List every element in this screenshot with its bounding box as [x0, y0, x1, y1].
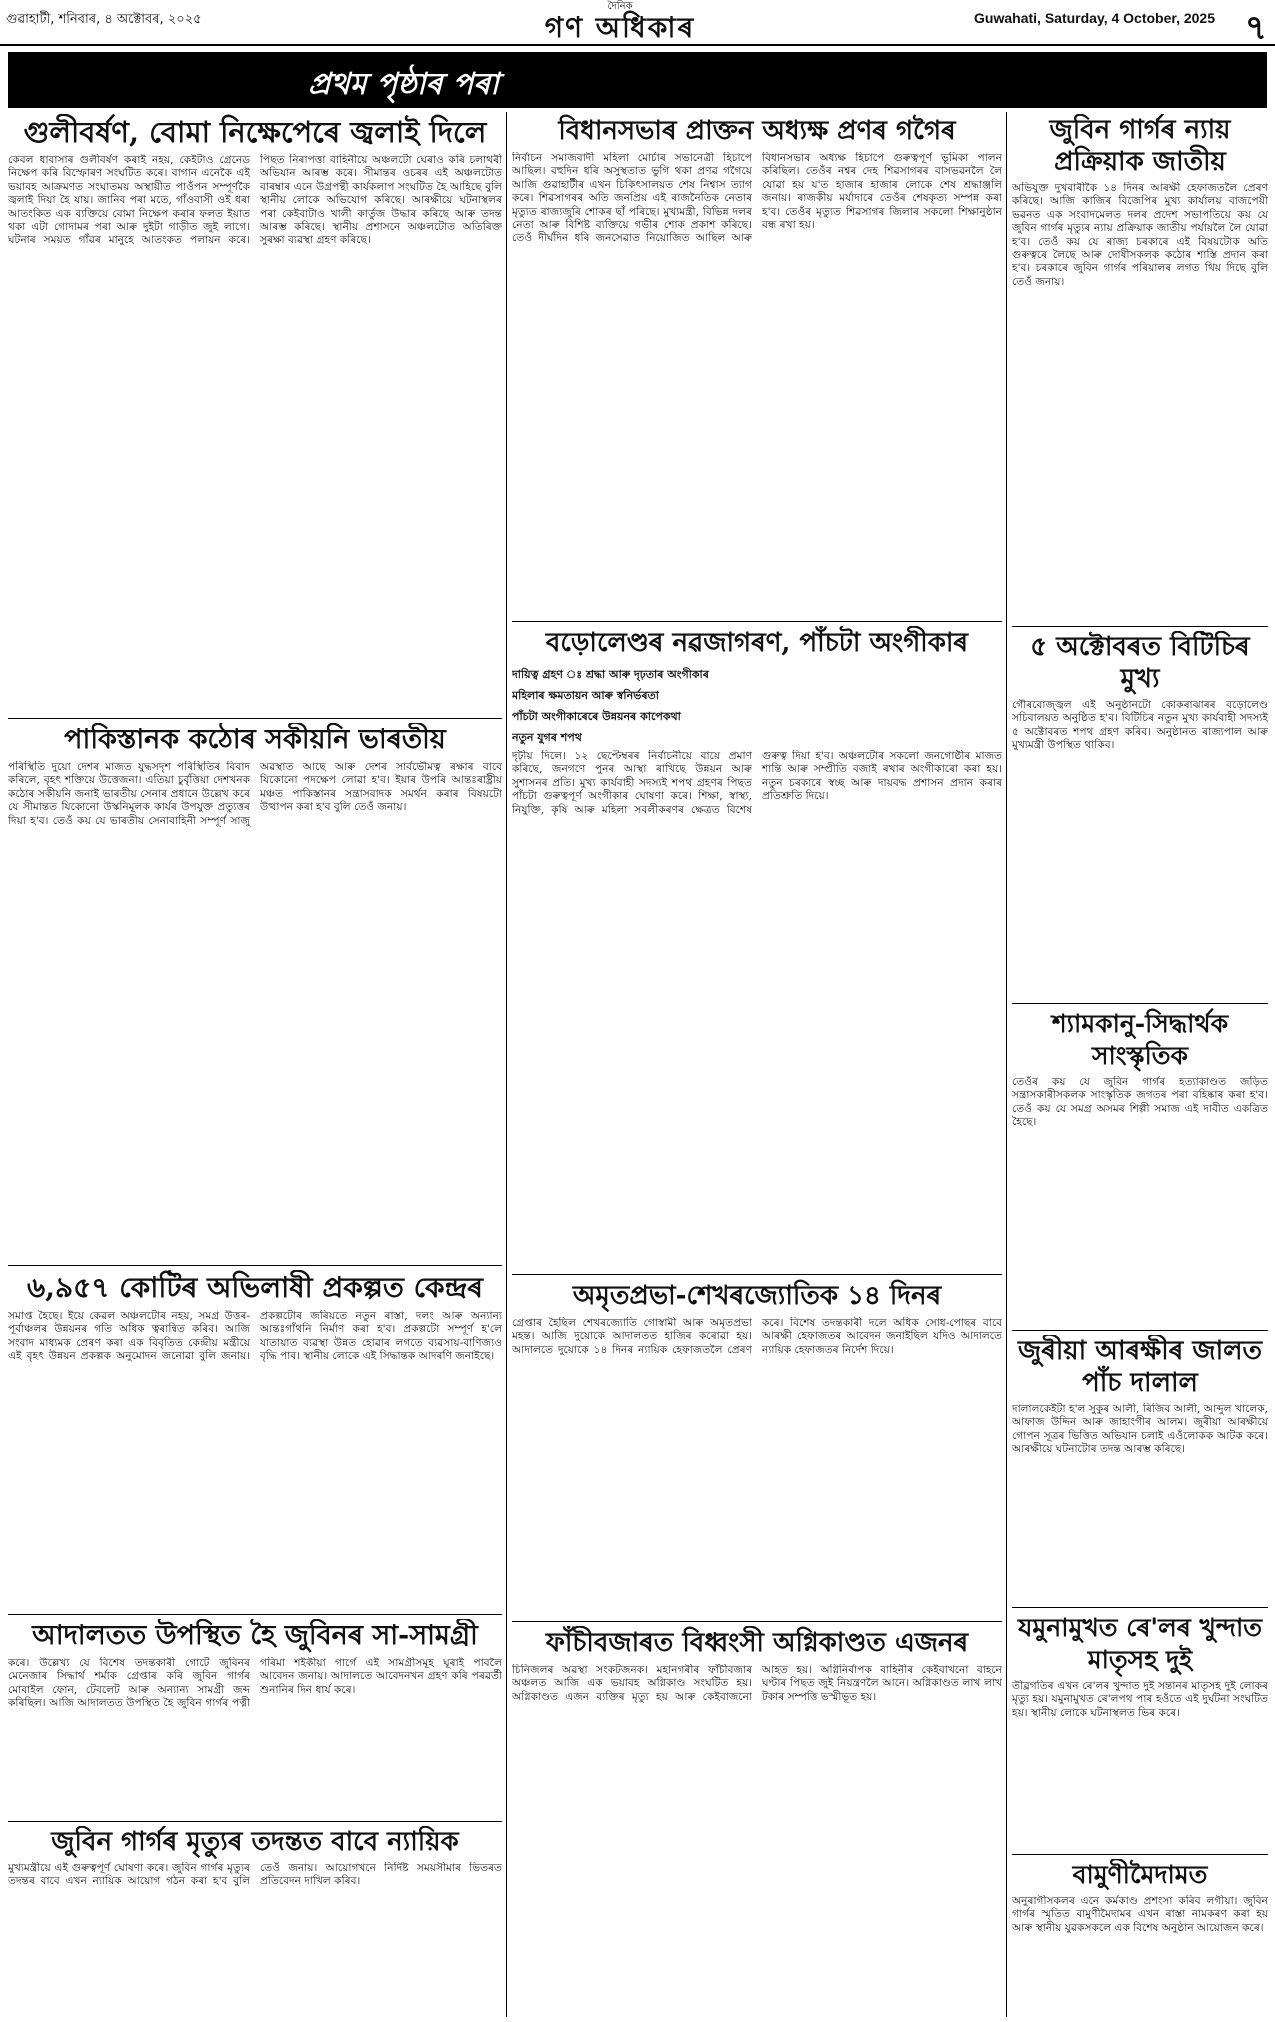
subheading-bodoland-2: মহিলাৰ ক্ষমতায়ন আৰু স্বনিৰ্ভৰতা — [512, 689, 659, 702]
article-body-train: তীৱ্ৰগতিৰ এখন ৰে'লৰ খুন্দাত দুই সন্তানৰ মাতৃসহ দুই লোকৰ মৃত্যু হয়। যমুনামুখত ৰে'লপথ পাৰ হওঁতে এই দুৰ্ঘটনা সংঘটিত হয়। স্থানীয় লোকে ঘটনাস্থলত ভিৰ কৰে। — [1012, 1680, 1268, 1719]
masthead-date-assamese: গুৱাহাটী, শনিবাৰ, ৪ অক্টোবৰ, ২০২৫ — [6, 12, 202, 27]
subheading-bodoland-3: পাঁচটা অংগীকাৰেৰে উন্নয়নৰ কাপেকথা — [512, 710, 681, 723]
masthead — [0, 0, 1275, 46]
section-banner-text: প্ৰথম পৃষ্ঠাৰ পৰা — [308, 67, 499, 102]
column-middle — [512, 114, 1002, 2014]
headline-btc: ৫ অক্টোবৰত বিটিচিৰ মুখ্য — [1030, 632, 1250, 694]
column-divider — [1006, 112, 1007, 2017]
article-body-fire: চিনিজলৰ অৱস্থা সংকটজনক। মহানগৰীৰ ফাঁচীবজাৰ অঞ্চলত আজি এক ভয়াবহ অগ্নিকাণ্ড সংঘটিত হয়। অগ্নিকাণ্ডত এজন ব্যক্তিৰ মৃত্যু হয় আৰু কেইবাজনো আহত হয়। অগ্নিনিৰ্বাপক বাহিনীৰ কেইবাখনো বাহনে ঘণ্টাৰ পিছত জুই নিয়ন্ত্ৰণলৈ আনে। অগ্নিকাণ্ডত লাখ লাখ টকাৰ সম্পত্তি ভস্মীভূত হয়। — [512, 1664, 1002, 1703]
divider — [1012, 1607, 1268, 1608]
article-body-police: দালালকেইটা হ'ল সুকুৰ আলী, ৰিজিব আলী, আব্দুল খালেক, আফাজ উদ্দিন আৰু জাহাংগীৰ আলম। জুৰীয়া আৰক্ষীয়ে গোপন সূত্ৰৰ ভিত্তিত অভিযান চলাই এওঁলোকক আটক কৰে। আৰক্ষীয়ে ঘটনাটোৰ তদন্ত আৰম্ভ কৰিছে। — [1012, 1403, 1268, 1456]
headline-speaker: বিধানসভাৰ প্ৰাক্তন অধ্যক্ষ প্ৰণৰ গগৈৰ — [558, 116, 956, 146]
headline-judicial: জুবিন গাৰ্গৰ মৃত্যুৰ তদন্তত বাবে ন্যায়িক — [51, 1827, 459, 1857]
divider — [1012, 626, 1268, 627]
divider — [1012, 1854, 1268, 1855]
headline-bodoland: বড়োলেণ্ডৰ নৱজাগৰণ, পাঁচটা অংগীকাৰ — [545, 628, 969, 658]
column-divider — [506, 112, 507, 2017]
article-body-btc: গৌৰবোজ্জ্বল এই অনুষ্ঠানটো কোকৰাঝাৰৰ বড়োলেণ্ড সচিবালয়ত অনুষ্ঠিত হ'ব। বিটিচিৰ নতুন মুখ্য কাৰ্যবাহী সদস্যই ৫ অক্টোবৰত শপথ গ্ৰহণ কৰিব। অনুষ্ঠানত ৰাজ্যপাল আৰু মুখ্যমন্ত্ৰী উপস্থিত থাকিব। — [1012, 699, 1268, 752]
subheading-bodoland-1: দায়িত্ব গ্ৰহণ ঃ শ্ৰদ্ধা আৰু দৃঢ়তাৰ অংগীকাৰ — [512, 668, 709, 681]
headline-custody: অমৃতপ্ৰভা-শেখৰজ্যোতিক ১৪ দিনৰ — [572, 1281, 942, 1311]
masthead-date-english: Guwahati, Saturday, 4 October, 2025 — [974, 10, 1215, 26]
article-body-project: সমাপ্ত হৈছে। ইয়ে কেৱল অঞ্চলটোৰ নহয়, সমগ্ৰ উত্তৰ-পূৰ্বাঞ্চলৰ উন্নয়নৰ গতি অধিক ত্বৰান্বিত কৰিব। আজি সংবাদ মাধ্যমক প্ৰেৰণ কৰা এক বিবৃতিত কেন্দ্ৰীয় মন্ত্ৰীয়ে এই বৃহৎ উন্নয়ন প্ৰকল্পক অনুমোদন জনোৱা বুলি জনায়। প্ৰকল্পটোৰ জৰিয়তে নতুন ৰাস্তা, দলং আৰু অন্যান্য আন্তঃগাঁথনি নিৰ্মাণ কৰা হ'ব। প্ৰকল্পটো সম্পূৰ্ণ হ'লে যাতায়াত ব্যৱস্থা উন্নত হোৱাৰ লগতে ব্যৱসায়-বাণিজ্যও বৃদ্ধি পাব। স্থানীয় লোকে এই সিদ্ধান্তক আদৰণি জনাইছে। — [8, 1310, 502, 1363]
divider — [8, 718, 502, 719]
headline-pakistan: পাকিস্তানক কঠোৰ সকীয়নি ভাৰতীয় — [64, 724, 446, 755]
logo-title: গণ অধিকাৰ — [544, 11, 696, 44]
headline-firing: গুলীবৰ্ষণ, বোমা নিক্ষেপেৰে জ্বলাই দিলে — [23, 115, 487, 149]
divider — [512, 1621, 1002, 1622]
article-body-pakistan: পৰিস্থিতি দুয়ো দেশৰ মাজত যুদ্ধসদৃশ পৰিস্থিতিৰ বিবাদ কৰিলে, বৃহৎ শক্তিয়ে উত্তেজনা। এতিয়া চুৰ্বৃত্তিয়া দেশখনক কঠোৰ সকীয়নি জনাই ভাৰতীয় সেনাৰ প্ৰধানে উল্লেখ কৰে যে সীমান্তত যিকোনো উস্কনিমূলক কাৰ্যৰ উপযুক্ত প্ৰত্যুত্তৰ দিয়া হ'ব। তেওঁ কয় যে ভাৰতীয় সেনাবাহিনী সম্পূৰ্ণ সাজু অৱস্থাত আছে আৰু দেশৰ সাৰ্বভৌমত্ব ৰক্ষাৰ বাবে যিকোনো পদক্ষেপ লোৱা হ'ব। ইয়াৰ উপৰি আন্তঃৰাষ্ট্ৰীয় মঞ্চত পাকিস্তানৰ সন্ত্ৰাসবাদক সমৰ্থন কৰাৰ বিষয়টো উত্থাপন কৰা হ'ব বুলি তেওঁ জনায়। — [8, 761, 502, 827]
headline-jurия-police: জুৰীয়া আৰক্ষীৰ জালত পাঁচ দালাল — [1017, 1336, 1263, 1398]
newspaper-logo — [470, 2, 770, 44]
article-body-bamunimaidam: অনুৰাগীসকলৰ এনে কৰ্মকাণ্ড প্ৰশংসা কৰিব লগীয়া। জুবিন গাৰ্গৰ স্মৃতিত বামুণীমৈদামৰ এখন ৰাস্তা নামকৰণ কৰা হয় আৰু স্থানীয় যুৱকসকলে এক বিশেষ অনুষ্ঠান আয়োজন কৰে। — [1012, 1895, 1268, 1934]
divider — [1012, 1330, 1268, 1331]
column-right — [1012, 114, 1268, 2014]
headline-court: আদালতত উপস্থিত হৈ জুবিনৰ সা-সামগ্ৰী — [32, 1620, 478, 1651]
divider — [512, 621, 1002, 622]
article-body-custody: গ্ৰেপ্তাৰ হৈছিল শেখৰজ্যোতি গোস্বামী আৰু অমৃতপ্ৰভা মহন্ত। আজি দুয়োকে আদালতত হাজিৰ কৰোৱা হয়। আদালতে দুয়োকে ১৪ দিনৰ ন্যায়িক হেফাজতলৈ প্ৰেৰণ কৰে। বিশেষ তদন্তকাৰী দলে অধিক সোধ-পোছৰ বাবে আৰক্ষী হেফাজতৰ আবেদন জনাইছিল যদিও আদালতে ন্যায়িক হেফাজতৰ নিৰ্দেশ দিয়ে। — [512, 1317, 1002, 1356]
article-body-justice: অভিযুক্ত দুখবাৰীকৈ ১৪ দিনৰ আৰক্ষী হেফাজতলৈ প্ৰেৰণ কৰিছে। আজি কাজিৰ বিজেপিৰ মুখ্য কাৰ্যালয় বাজপেয়ী ভৱনত এক সংবাদমেলত দলৰ প্ৰদেশ সভাপতিয়ে কয় যে জুবিন গাৰ্গৰ মৃত্যুৰ ন্যায় প্ৰক্ৰিয়াক জাতীয় পৰ্যায়লৈ লৈ যোৱা হ'ব। তেওঁ কয় যে ৰাজ্য চৰকাৰে এই বিষয়টোক অতি গুৰুত্বৰে লৈছে আৰু দোষীসকলক কঠোৰ শাস্তি প্ৰদান কৰা হ'ব। চৰকাৰে জুবিন গাৰ্গৰ পৰিয়ালৰ লগত থিয় দিছে বুলি তেওঁ জনায়। — [1012, 182, 1268, 288]
article-body-speaker: নিৰ্বাচন সমাজবাদী মহিলা মোৰ্চাৰ সভানেত্ৰী হিচাপে আছিল। বহুদিন ধৰি অসুস্থতাত ভুগি থকা প্ৰণৱ গগৈয়ে আজি গুৱাহাটীৰ এখন চিকিৎসালয়ত শেষ নিশ্বাস ত্যাগ কৰে। শিৱসাগৰৰ অতি জনপ্ৰিয় এই ৰাজনৈতিক নেতাৰ মৃত্যুত ৰাজ্যজুৰি শোকৰ ছাঁ পৰিছে। মুখ্যমন্ত্ৰী, বিভিন্ন দলৰ নেতা আৰু বিশিষ্ট ব্যক্তিয়ে গভীৰ শোক প্ৰকাশ কৰিছে। তেওঁ দীৰ্ঘদিন ধৰি জনসেৱাত নিয়োজিত আছিল আৰু বিধানসভাৰ অধ্যক্ষ হিচাপে গুৰুত্বপূৰ্ণ ভূমিকা পালন কৰিছিল। তেওঁৰ নশ্বৰ দেহ শিৱসাগৰৰ বাসভৱনলৈ লৈ যোৱা হয় য'ত হাজাৰ হাজাৰ লোকে শেষ শ্ৰদ্ধাঞ্জলি জনায়। ৰাজকীয় মৰ্যাদাৰে তেওঁৰ শেষকৃত্য সম্পন্ন কৰা হ'ব। তেওঁৰ মৃত্যুত শিৱসাগৰ জিলাৰ সকলো শিক্ষানুষ্ঠান বন্ধ ৰখা হয়। — [512, 152, 1002, 245]
headline-cultural: শ্যামকানু-সিদ্ধাৰ্থক সাংস্কৃতিক — [1051, 1009, 1229, 1070]
article-body-bodoland: দৃঢ়ীয় দিলে। ১২ ছেপ্টেম্বৰৰ নিৰ্বাচনীয়ে বায়ে প্ৰমাণ কৰিছে, জনগণে পুনৰ আস্থা ৰাখিছে উন্নয়ন আৰু সুশাসনৰ প্ৰতি। মুখ্য কাৰ্যবাহী সদস্যই শপথ গ্ৰহণৰ পিছত পাঁচটা গুৰুত্বপূৰ্ণ অংগীকাৰ ঘোষণা কৰে। শিক্ষা, স্বাস্থ্য, নিযুক্তি, কৃষি আৰু মহিলা সবলীকৰণৰ ক্ষেত্ৰত বিশেষ গুৰুত্ব দিয়া হ'ব। অঞ্চলটোৰ সকলো জনগোষ্ঠীৰ মাজত শান্তি আৰু সম্প্ৰীতি বজাই ৰখাৰ অংগীকাৰো কৰা হয়। নতুন চৰকাৰে স্বচ্ছ আৰু দায়বদ্ধ প্ৰশাসন প্ৰদান কৰাৰ প্ৰতিশ্ৰুতি দিয়ে। — [512, 750, 1002, 816]
article-body-judicial: মুখ্যমন্ত্ৰীয়ে এই গুৰুত্বপূৰ্ণ ঘোষণা কৰে। জুবিন গাৰ্গৰ মৃত্যুৰ তদন্তৰ বাবে এখন ন্যায়িক আয়োগ গঠন কৰা হ'ব বুলি তেওঁ জনায়। আয়োগখনে নিৰ্দিষ্ট সময়সীমাৰ ভিতৰত প্ৰতিবেদন দাখিল কৰিব। — [8, 1862, 502, 1888]
headline-bamunimaidam: বামুণীমৈদামত — [1072, 1860, 1208, 1889]
article-body-cultural: তেওঁৰ কয় যে জুবিন গাৰ্গৰ হত্যাকাণ্ডত জড়িত সন্ত্ৰাসকাৰীসকলক সাংস্কৃতিক জগতৰ পৰা বহিষ্কাৰ কৰা হ'ব। তেওঁ কয় যে সমগ্ৰ অসমৰ শিল্পী সমাজ এই দাবীত একত্ৰিত হৈছে। — [1012, 1076, 1268, 1129]
logo-small-text: দৈনিক — [607, 1, 633, 12]
divider — [512, 1274, 1002, 1275]
divider — [8, 1821, 502, 1822]
headline-train: যমুনামুখত ৰে'লৰ খুন্দাত মাতৃসহ দুই — [1018, 1613, 1262, 1674]
page-number: ৭ — [1244, 8, 1267, 48]
column-left — [8, 114, 502, 2014]
headline-justice: জুবিন গাৰ্গৰ ন্যায় প্ৰক্ৰিয়াক জাতীয় — [1049, 115, 1231, 177]
divider — [1012, 1003, 1268, 1004]
section-banner — [8, 52, 1267, 108]
divider — [8, 1265, 502, 1266]
article-body-court: কৰে। উল্লেখ্য যে বিশেষ তদন্তকাৰী গোটে জুবিনৰ মেনেজাৰ সিদ্ধাৰ্থ শৰ্মাক গ্ৰেপ্তাৰ কৰি জুবিন গাৰ্গৰ মোবাইল ফোন, টেবলেট আৰু অন্যান্য সামগ্ৰী জব্দ কৰিছিল। আজি আদালতত উপস্থিত হৈ জুবিন গাৰ্গৰ পত্নী গৰিমা শইকীয়া গাৰ্গে এই সামগ্ৰীসমূহ ঘূৰাই পাবলৈ আবেদন জনায়। আদালতে আবেদনখন গ্ৰহণ কৰি পৰৱৰ্তী শুনানিৰ দিন ধাৰ্য কৰে। — [8, 1657, 502, 1710]
divider — [8, 1614, 502, 1615]
headline-project: ৬,৯৫৭ কোটিৰ অভিলাষী প্ৰকল্পত কেন্দ্ৰৰ — [27, 1271, 483, 1304]
headline-fire: ফাঁচীবজাৰত বিধ্বংসী অগ্নিকাণ্ডত এজনৰ — [545, 1628, 969, 1658]
subheading-bodoland-4: নতুন যুগৰ শপথ — [512, 731, 582, 744]
article-body-firing: কেবল ধাবাসাৰ গুলীবৰ্ষণ কৰাই নহয়, কেইটাও গ্ৰেনেড নিক্ষেপ কৰি বিস্ফোৰণ সংঘটিত কৰে। বাগান এনেকৈ এই ভয়াবহ আক্ৰমণত সংঘাতময় অস্থায়ীত পাওঁপন সম্পূৰ্ণকৈ জ্বলাই দিয়া হৈ যায়। জানিব পৰা মতে, গাঁওবাসী ওই ধৰা আতংকিত এক ব্যক্তিয়ে বোমা নিক্ষেপ কৰাৰ ফলত ইয়াত থকা এটা গোদামৰ পৰা আৰু দুইটা গাড়ীত জুই লাগে। ঘটনাৰ সময়ত গাঁৱৰ মানুহে আতংকত পলায়ন কৰে। পিছত নিৰাপত্তা বাহিনীয়ে অঞ্চলটো ঘেৰাও কৰি চলাথৰী অভিযান আৰম্ভ কৰে। সীমান্তৰ ওচৰৰ এই অঞ্চলটোত বাৰম্বাৰ এনে উগ্ৰপন্থী কাৰ্যকলাপ সংঘটিত হৈ আহিছে বুলি স্থানীয় লোকে অভিযোগ কৰিছে। আৰক্ষীয়ে ঘটনাস্থলৰ পৰা কেইবাটাও খালী কাৰ্তুজ উদ্ধাৰ কৰিছে আৰু তদন্ত আৰম্ভ কৰিছে। স্থানীয় প্ৰশাসনে অঞ্চলটোত অতিৰিক্ত সুৰক্ষা ব্যৱস্থা গ্ৰহণ কৰিছে। — [8, 154, 502, 247]
